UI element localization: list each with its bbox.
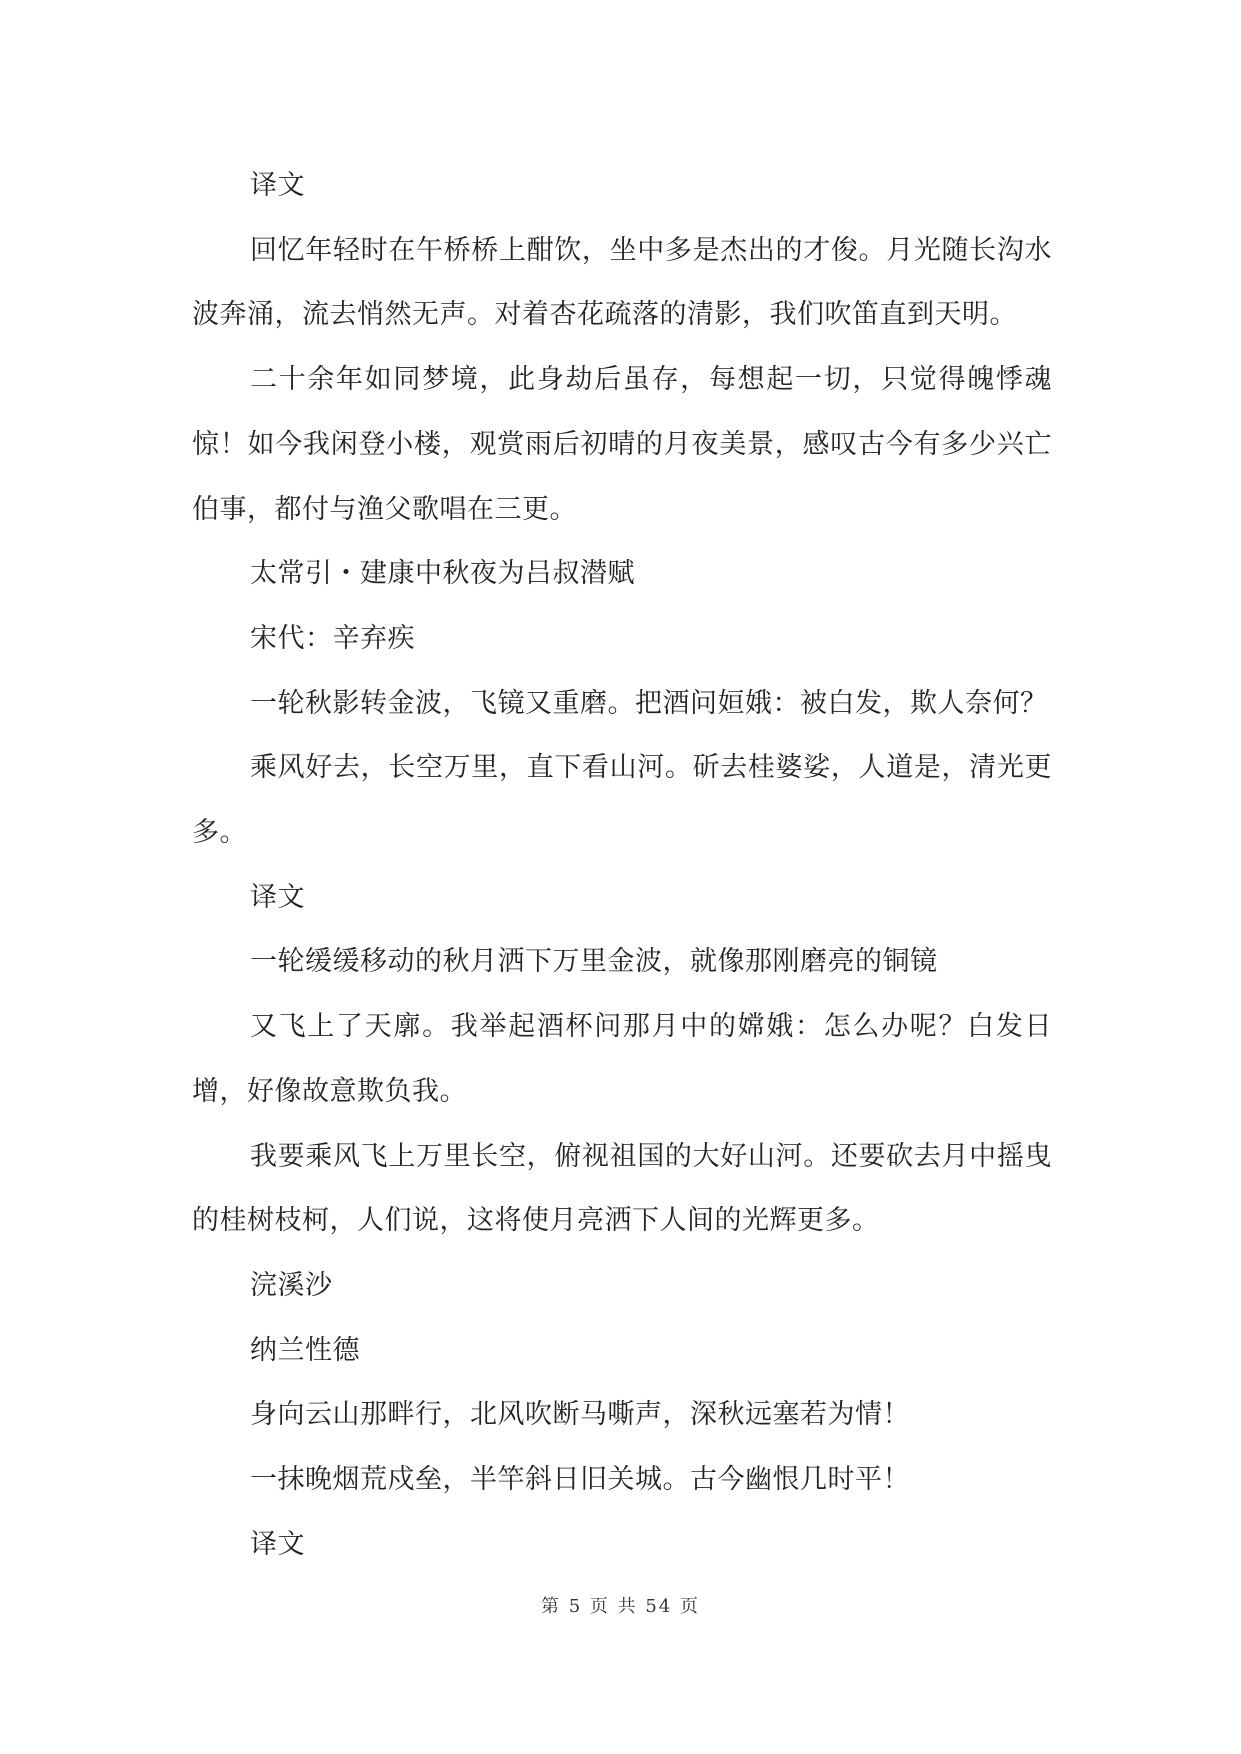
poem-line: 一轮秋影转金波，飞镜又重磨。把酒问姮娥：被白发，欺人奈何？ — [250, 687, 1048, 719]
paragraph-text: 又飞上了天廓。我举起酒杯问那月中的嫦娥：怎么办呢？白发日增，好像故意欺负我。 — [192, 1011, 1052, 1107]
poem-title: 浣溪沙 — [250, 1269, 333, 1301]
paragraph-text: 一轮缓缓移动的秋月洒下万里金波，就像那刚磨亮的铜镜 — [250, 946, 938, 978]
poem-author: 纳兰性德 — [250, 1334, 360, 1366]
poem-line: 身向云山那畔行，北风吹断马嘶声，深秋远塞若为情！ — [250, 1399, 910, 1431]
paragraph-text: 我要乘风飞上万里长空，俯视祖国的大好山河。还要砍去月中摇曳的桂树枝柯，人们说，这将使月亮洒下人间的光辉更多。 — [192, 1140, 1052, 1237]
paragraph-translation-heading: 译文 — [250, 881, 305, 913]
paragraph-translation-heading: 译文 — [250, 170, 305, 201]
poem-author: 宋代：辛弃疾 — [250, 622, 415, 654]
document-body — [192, 154, 1052, 1577]
paragraph-text: 回忆年轻时在午桥桥上酣饮，坐中多是杰出的才俊。月光随长沟水波奔涌，流去悄然无声。对着杏花疏落的清影，我们吹笛直到天明。 — [192, 234, 1052, 331]
poem-line: 乘风好去，长空万里，直下看山河。斫去桂婆娑，人道是，清光更多。 — [192, 752, 1052, 849]
poem-title: 太常引・建康中秋夜为吕叔潜赋 — [250, 558, 635, 590]
poem-line: 一抹晚烟荒戍垒，半竿斜日旧关城。古今幽恨几时平！ — [250, 1464, 910, 1496]
paragraph-text: 二十余年如同梦境，此身劫后虽存，每想起一切，只觉得魄悸魂惊！如今我闲登小楼，观赏雨后初晴的月夜美景，感叹古今有多少兴亡伯事，都付与渔父歌唱在三更。 — [192, 364, 1052, 525]
page-number-footer: 第 5 页 共 54 页 — [541, 1596, 700, 1617]
paragraph-translation-heading: 译文 — [250, 1528, 305, 1560]
